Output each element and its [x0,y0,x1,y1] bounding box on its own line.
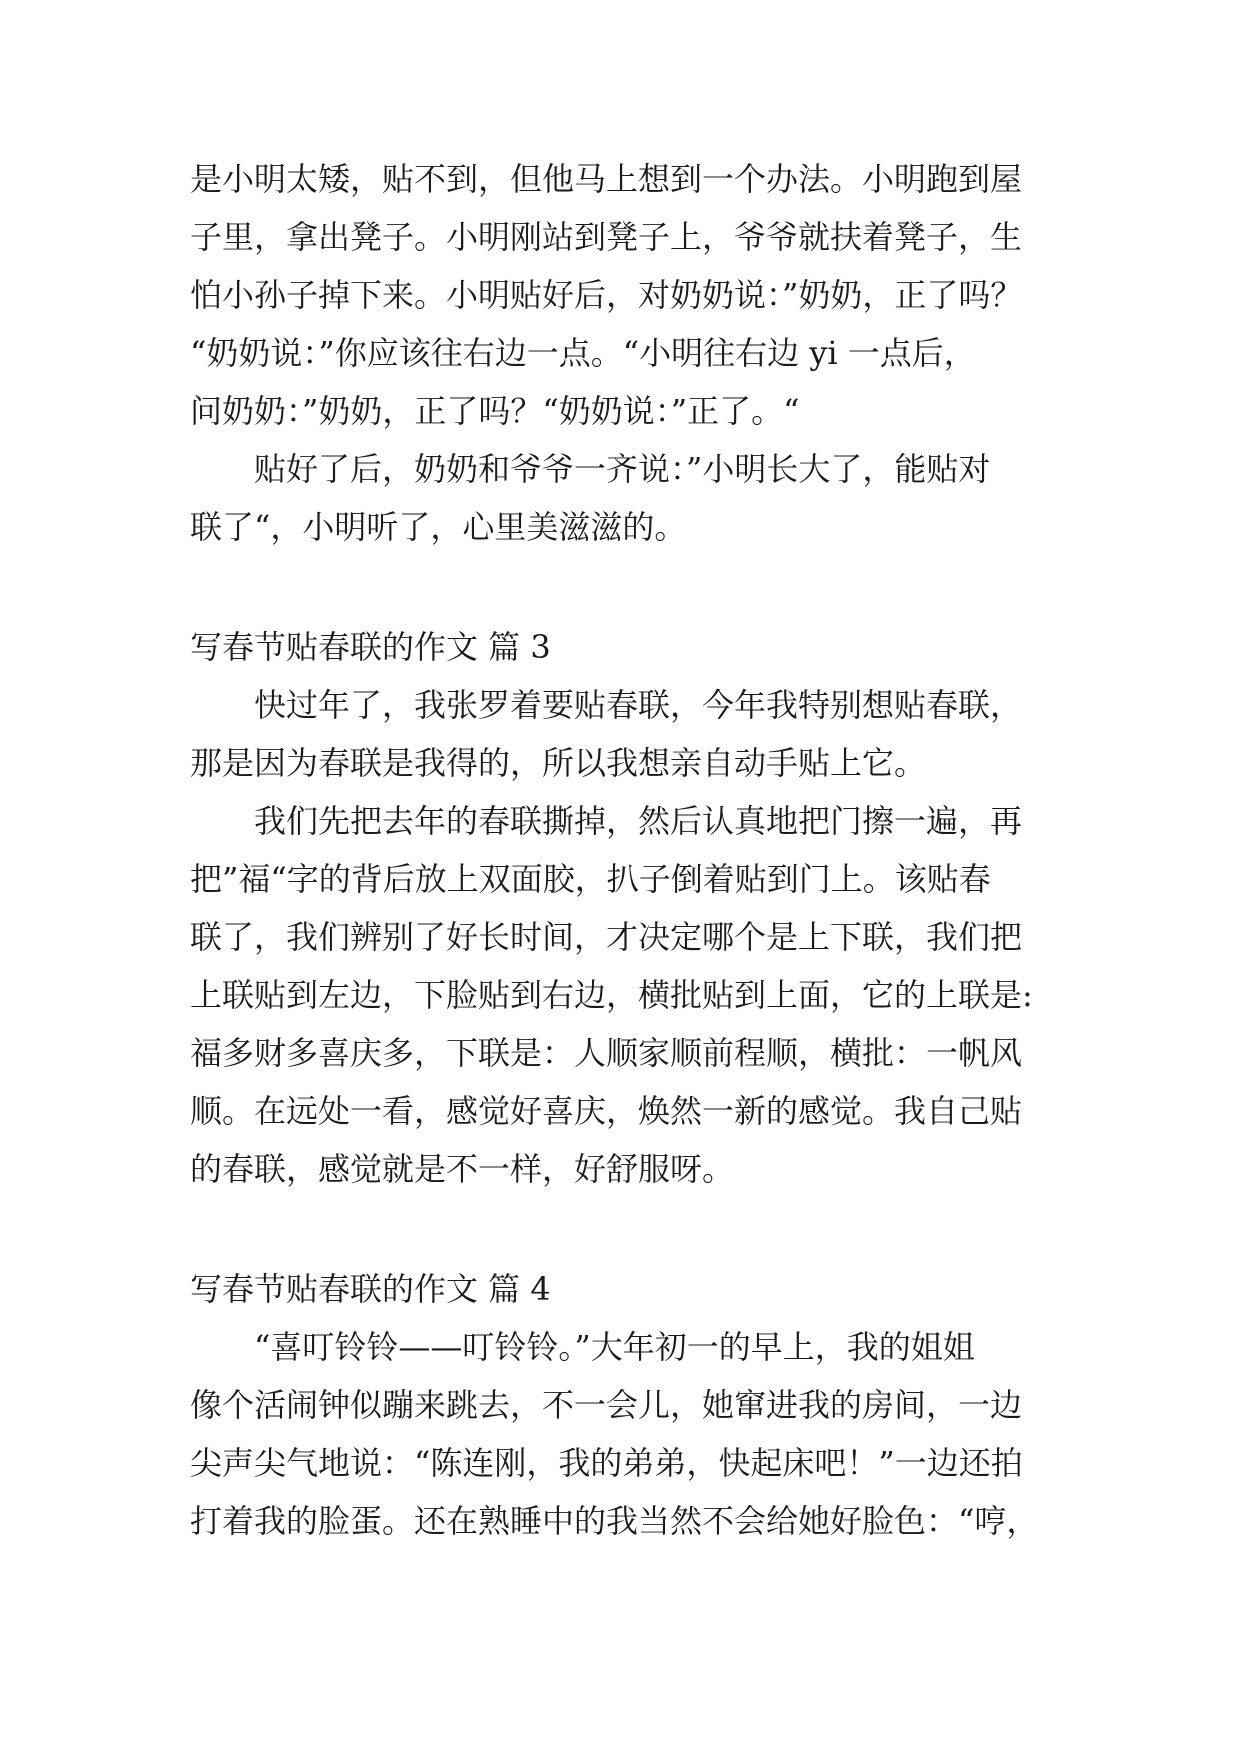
text-line: 的春联，感觉就是不一样，好舒服呀。 [190,1150,735,1188]
text-line: 联了，我们辨别了好长时间，才决定哪个是上下联，我们把 [190,918,1023,956]
text-line: 是小明太矮，贴不到，但他马上想到一个办法。小明跑到屋 [190,160,1023,198]
text-line: 上联贴到左边，下脸贴到右边，横批贴到上面，它的上联是: [190,976,1033,1014]
text-line: 子里，拿出凳子。小明刚站到凳子上，爷爷就扶着凳子，生 [190,218,1023,256]
section-continuation [190,150,1060,556]
text-line: “奶奶说：”你应该往右边一点。“小明往右边 yi 一点后， [190,334,976,372]
paragraph [190,440,1060,556]
text-line: 问奶奶：”奶奶，正了吗？“奶奶说：”正了。“ [190,392,800,430]
paragraph [190,1318,1060,1550]
text-line: 像个活闹钟似蹦来跳去，不一会儿，她窜进我的房间，一边 [190,1386,1023,1424]
text-line: 贴好了后，奶奶和爷爷一齐说：”小明长大了，能贴对 [254,450,991,488]
paragraph [190,792,1060,1198]
text-line: 福多财多喜庆多，下联是：人顺家顺前程顺，横批：一帆风 [190,1034,1023,1072]
document-body [190,150,1060,1550]
text-line: 我们先把去年的春联撕掉，然后认真地把门擦一遍，再 [254,802,1023,840]
text-line: 打着我的脸蛋。还在熟睡中的我当然不会给她好脸色：“哼， [190,1502,1039,1540]
section-heading: 写春节贴春联的作文 篇 3 [190,628,551,666]
paragraph [190,676,1060,792]
text-line: 那是因为春联是我得的，所以我想亲自动手贴上它。 [190,744,927,782]
text-line: “喜叮铃铃——叮铃铃。”大年初一的早上，我的姐姐 [254,1328,975,1366]
text-line: 把”福“字的背后放上双面胶，扒子倒着贴到门上。该贴春 [190,860,991,898]
text-line: 快过年了，我张罗着要贴春联，今年我特别想贴春联， [254,686,1023,724]
text-line: 联了“，小明听了，心里美滋滋的。 [190,508,687,546]
text-line: 尖声尖气地说：“陈连刚，我的弟弟，快起床吧！”一边还拍 [190,1444,1023,1482]
section-essay-4 [190,1260,1060,1550]
text-line: 怕小孙子掉下来。小明贴好后，对奶奶说：”奶奶，正了吗？ [190,276,1023,314]
text-line: 顺。在远处一看，感觉好喜庆，焕然一新的感觉。我自己贴 [190,1092,1023,1130]
section-essay-3 [190,618,1060,1198]
section-heading: 写春节贴春联的作文 篇 4 [190,1270,551,1308]
paragraph [190,150,1060,440]
